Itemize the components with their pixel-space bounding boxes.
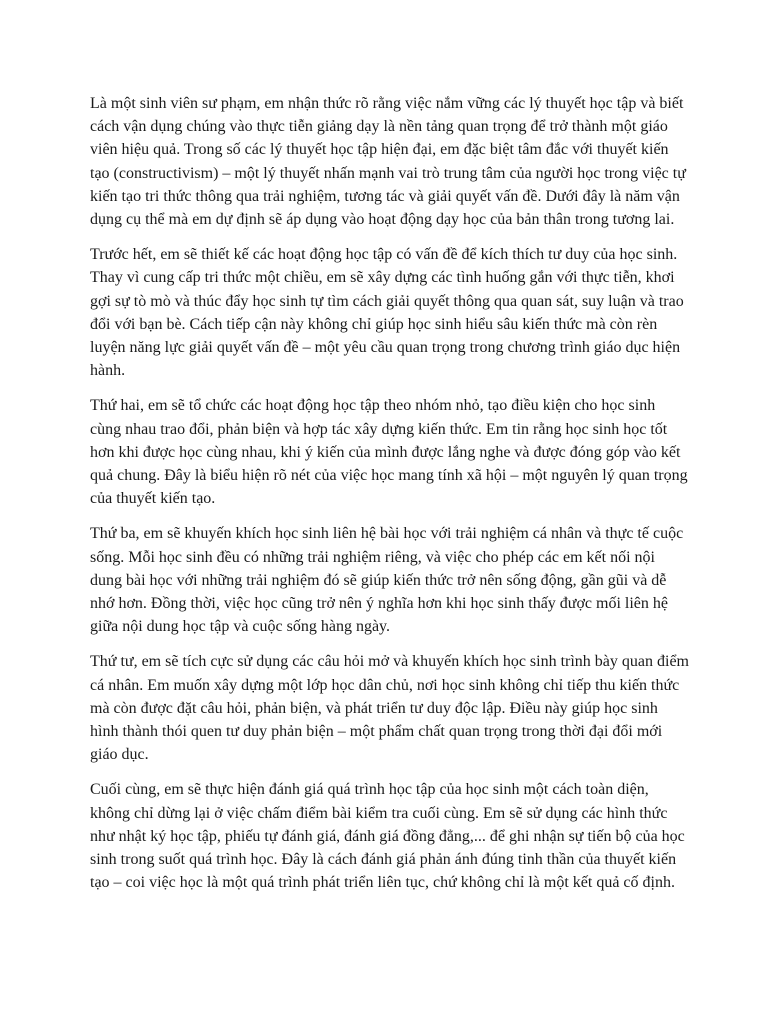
paragraph-second: Thứ hai, em sẽ tổ chức các hoạt động học tập theo nhóm nhỏ, tạo điều kiện cho học sinh cùng nhau trao đổi, phản biện và hợp tác xây dựng kiến thức. Em tin rằng học sinh học tốt hơn khi được học cùng nhau, khi ý kiến của mình được lắng nghe và được đóng góp vào kết quả chung. Đây là biểu hiện rõ nét của việc học mang tính xã hội – một nguyên lý quan trọng của thuyết kiến tạo. xyxy=(90,397,688,508)
paragraph-third: Thứ ba, em sẽ khuyến khích học sinh liên hệ bài học với trải nghiệm cá nhân và thực tế cuộc sống. Mỗi học sinh đều có những trải nghiệm riêng, và việc cho phép các em kết nối nội dung bài học với những trải nghiệm đó sẽ giúp kiến thức trở nên sống động, gần gũi và dễ nhớ hơn. Đồng thời, việc học cũng trở nên ý nghĩa hơn khi học sinh thấy được mối liên hệ giữa nội dung học tập và cuộc sống hàng ngày. xyxy=(90,525,684,636)
paragraph-first: Trước hết, em sẽ thiết kế các hoạt động học tập có vấn đề để kích thích tư duy của học sinh. Thay vì cung cấp tri thức một chiều, em sẽ xây dựng các tình huống gắn với thực tiễn, khơi gợi sự tò mò và thúc đẩy học sinh tự tìm cách giải quyết thông qua quan sát, suy luận và trao đổi với bạn bè. Cách tiếp cận này không chỉ giúp học sinh hiểu sâu kiến thức mà còn rèn luyện năng lực giải quyết vấn đề – một yêu cầu quan trọng trong chương trình giáo dục hiện hành. xyxy=(90,246,684,380)
paragraph-fourth: Thứ tư, em sẽ tích cực sử dụng các câu hỏi mở và khuyến khích học sinh trình bày quan điểm cá nhân. Em muốn xây dựng một lớp học dân chủ, nơi học sinh không chỉ tiếp thu kiến thức mà còn được đặt câu hỏi, phản biện, và phát triển tư duy độc lập. Điều này giúp học sinh hình thành thói quen tư duy phản biện – một phẩm chất quan trọng trong thời đại đổi mới giáo dục. xyxy=(90,653,689,764)
paragraph-intro: Là một sinh viên sư phạm, em nhận thức rõ rằng việc nắm vững các lý thuyết học tập và biết cách vận dụng chúng vào thực tiễn giảng dạy là nền tảng quan trọng để trở thành một giáo viên hiệu quả. Trong số các lý thuyết học tập hiện đại, em đặc biệt tâm đắc với thuyết kiến tạo (constructivism) – một lý thuyết nhấn mạnh vai trò trung tâm của người học trong việc tự kiến tạo tri thức thông qua trải nghiệm, tương tác và giải quyết vấn đề. Dưới đây là năm vận dụng cụ thể mà em dự định sẽ áp dụng vào hoạt động dạy học của bản thân trong tương lai. xyxy=(90,95,686,229)
document-body xyxy=(90,92,690,907)
paragraph-final: Cuối cùng, em sẽ thực hiện đánh giá quá trình học tập của học sinh một cách toàn diện, không chỉ dừng lại ở việc chấm điểm bài kiểm tra cuối cùng. Em sẽ sử dụng các hình thức như nhật ký học tập, phiếu tự đánh giá, đánh giá đồng đẳng,... để ghi nhận sự tiến bộ của học sinh trong suốt quá trình học. Đây là cách đánh giá phản ánh đúng tinh thần của thuyết kiến tạo – coi việc học là một quá trình phát triển liên tục, chứ không chỉ là một kết quả cố định. xyxy=(90,781,685,892)
